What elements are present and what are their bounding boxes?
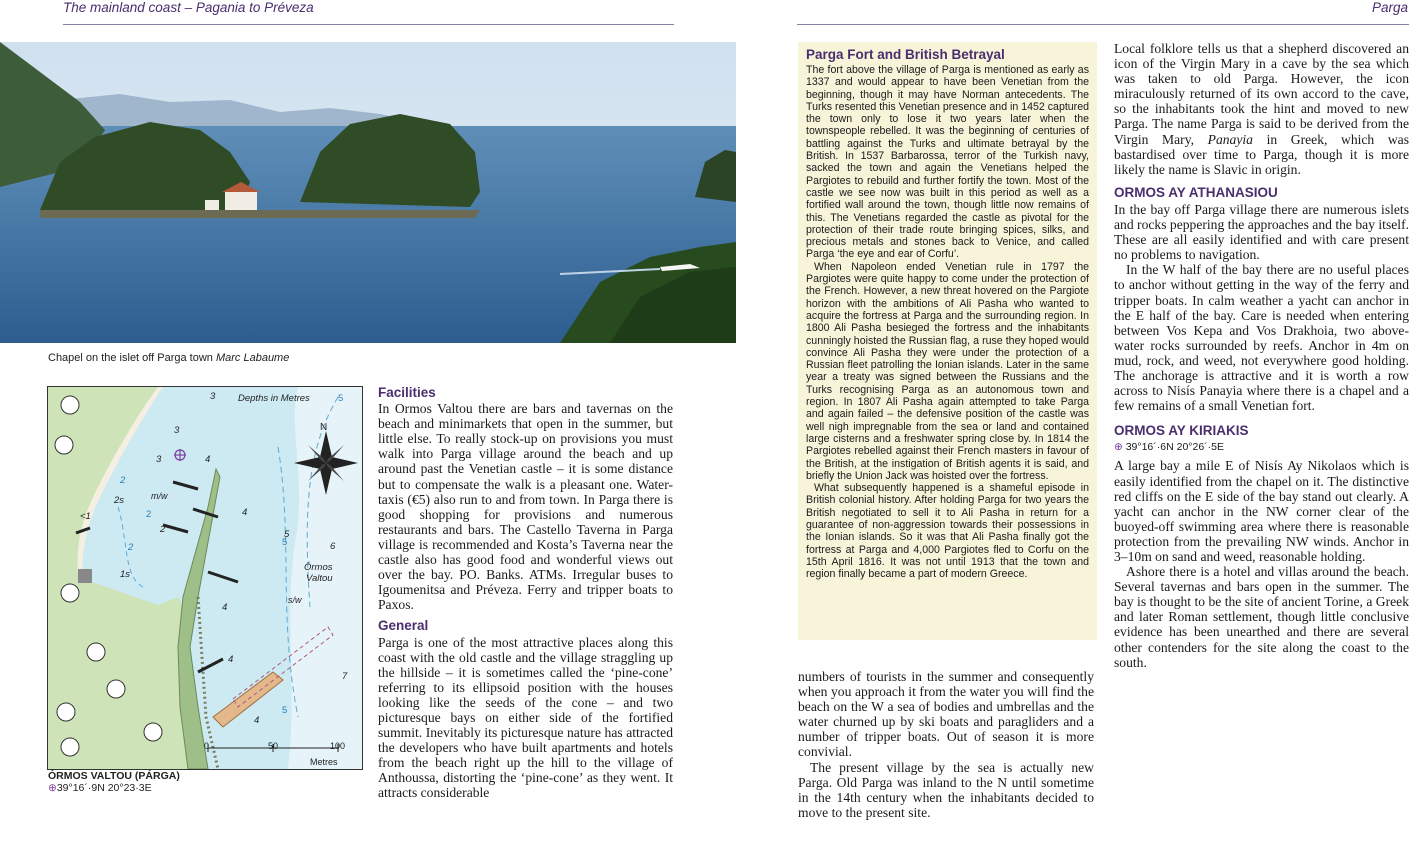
- map-contour: 5: [282, 537, 288, 548]
- heading-ormos-ay-kiriakis: ORMOS AY KIRIAKIS: [1114, 423, 1249, 439]
- box-text: [806, 64, 1089, 580]
- box-title: Parga Fort and British Betrayal: [806, 47, 1005, 62]
- photo-parga-islet: [0, 42, 736, 343]
- header-rule-left: [63, 24, 674, 25]
- intro-italic: Panayia: [1207, 131, 1253, 147]
- athanasiou-paragraph: In the W half of the bay there are no useful places to anchor without getting in the way of the ferry and tripper boats. In calm weather a yacht can anchor in the E half of the bay. Care is needed when entering between Vos Kepa and Vos Drakhoia, two above-water rocks surrounded by reefs. Anchor in 4m on mud, rock, and weed, not everywhere good holding. The anchorage is attractive and it is worth a row across to Nisís Panayia where there is a chapel and a few remains of a small Venetian fort.: [1114, 262, 1409, 414]
- map-depth: <1: [80, 511, 91, 522]
- map-depth: 4: [222, 602, 228, 613]
- map-depth: 2: [128, 542, 134, 553]
- general-heading: General: [378, 618, 429, 634]
- map-depth: 5: [284, 529, 290, 540]
- caption-text: Chapel on the islet off Parga town: [48, 352, 216, 364]
- map-depth: 6: [330, 541, 336, 552]
- map-mw-label: m/w: [151, 491, 168, 501]
- col3-paragraph: The present village by the sea is actually new Parga. Old Parga was inland to the N until sometime in the 14th century when the inhabitants decided to move to the present site.: [798, 759, 1094, 820]
- facilities-heading: Facilities: [378, 385, 436, 400]
- intro-text: in Greek, which was bastardised over time to Parga, though it is more likely the name is Slavic in origin.: [1114, 131, 1409, 177]
- waypoint-icon: ⊕: [1114, 441, 1126, 454]
- running-head-right: Parga: [1371, 0, 1408, 15]
- map-coords-row: [48, 782, 180, 794]
- column-facilities-general: [378, 385, 673, 801]
- box-paragraph: What subsequently happened is a shameful episode in British colonial history. After holding Parga for two years the British negotiated to sell it to Ali Pasha in return for a guarantee of non-aggression towards their possessions in the Ionian islands. So it was that Ali Pasha finally got the fortress at Parga and 4,000 Pargiotes fled to Corfu on the 15th April 1816. It was not until 1913 that the town and region finally became a part of modern Greece.: [806, 482, 1089, 581]
- athanasiou-paragraph: In the bay off Parga village there are numerous islets and rocks peppering the approaches and the bay itself. These are all easily identified and with care present no problems to navigation.: [1114, 201, 1409, 263]
- map-depth: 4: [228, 654, 234, 665]
- map-scale-0: 0: [204, 741, 210, 751]
- box-paragraph: When Napoleon ended Venetian rule in 1797 the Pargiotes were quite happy to come under the protection of the French. However, a new threat hovered on the Pargiote horizon with the ambitions of Ali Pasha who wanted to acquire the fortress at Parga and the surrounding region. In 1800 Ali Pasha besieged the fortress and the inhabitants cunningly hoisted the Russian flag, a ruse they hoped would convince Ali Pasha they were under the protection of a Russian fleet patrolling the Ionian islands. Later in the same year a treaty was signed between the Russians and the Turks recognising Parga as an autonomous town and region. In 1807 Ali Pasha again attempted to take Parga and again failed – the defensive position of the castle was well nigh impregnable from the sea or land and contained large cisterns and a freshwater spring close by. In 1814 the Pargiotes rebelled against their French masters in favour of the British, at the instigation of British agents it is said, and briefly the Union Jack was hoisted over the fortress.: [806, 260, 1089, 482]
- map-depth: 1s: [120, 569, 131, 580]
- map-place-label-1: Órmos: [304, 562, 333, 573]
- map-depth: 2s: [114, 495, 125, 506]
- map-depths-label: Depths in Metres: [238, 393, 310, 404]
- map-contour: 5: [338, 393, 344, 404]
- intro-text: Local folklore tells us that a shepherd discovered an icon of the Virgin Mary in a cave by the sea which was taken to old Parga. However, the icon miraculously returned of its own accord to the cave, so the inhabitants took the hint and moved to new Parga. The name Parga is said to be derived from the Virgin Mary,: [1114, 41, 1409, 147]
- kiriakis-coords: 39°16´·6N 20°26´·5E: [1125, 441, 1225, 454]
- kiriakis-coords-row: [1114, 440, 1409, 455]
- map-caption: [48, 770, 180, 794]
- map-depth: 4: [254, 715, 260, 726]
- map-north-label: N: [320, 422, 328, 433]
- map-contour: 2: [146, 509, 152, 520]
- map-scale-100: 100: [330, 741, 346, 751]
- header-rule-right: [797, 24, 1409, 25]
- col3-paragraph: numbers of tourists in the summer and consequently when you approach it from the water you will find the beach on the W a sea of bodies and umbrellas and the water churned up by ski boats and paragliders and a number of tripper boats. Out of season it is more convivial.: [798, 669, 1094, 760]
- map-depth: 3: [174, 425, 180, 436]
- sidebar-box-parga-fort: [798, 42, 1097, 640]
- map-depth: 7: [342, 671, 348, 682]
- waypoint-icon: ⊕: [48, 782, 57, 794]
- general-text: Parga is one of the most attractive places along this coast with the old castle and the village straggling up the hillside – it is sometimes called the ‘pine-cone’ referring to its ellipsoid position with the houses looking like the seeds of the cone – and two picturesque bays on either side of the fortified summit. Inevitably its picturesque nature has attracted the developers who have built apartments and hotels from the beach right up the hill to the village of Anthoussa, distorting the ‘pine-cone’ as they went. It attracts considerable: [378, 634, 673, 801]
- heading-ormos-ay-athanasiou: ORMOS AY ATHANASIOU: [1114, 184, 1278, 200]
- map-contour: 5: [282, 705, 288, 716]
- map-coords: 39°16´·9N 20°23·3E: [56, 782, 152, 794]
- map-depth: 4: [242, 507, 248, 518]
- map-depth: 2: [120, 475, 126, 486]
- column-4-text: [1114, 41, 1409, 670]
- photo-caption: [48, 352, 289, 364]
- harbour-plan-ormos-valtou: [47, 386, 363, 770]
- map-scale-50: 50: [268, 741, 279, 751]
- map-place-label-2: Valtou: [306, 573, 333, 584]
- kiriakis-paragraph: A large bay a mile E of Nisís Ay Nikolaos which is easily identified from the chapel on it. The distinctive red cliffs on the E side of the bay stand out clearly. A yacht can anchor in the NW corner clear of the buoyed-off swimming area where there is reasonable protection from the prevailing NW winds. Anchor in 3–10m on sand and weed, reasonable holding.: [1114, 458, 1409, 564]
- map-depth: 4: [205, 454, 211, 465]
- caption-credit: Marc Labaume: [215, 352, 290, 364]
- map-title: ÓRMOS VALTOU (PÁRGA): [48, 770, 180, 782]
- column-3-text: [798, 669, 1094, 820]
- map-sw-label: s/w: [288, 595, 302, 605]
- map-scale-unit: Metres: [310, 757, 338, 767]
- running-head-left: The mainland coast – Pagania to Préveza: [63, 0, 314, 15]
- map-depth: 2: [160, 524, 166, 535]
- kiriakis-paragraph: Ashore there is a hotel and villas around the beach. Several tavernas and bars open in the summer. The bay is thought to be the site of ancient Torine, a Greek and later Roman settlement, though little conclusive evidence has been unearthed and there are several other contenders for the site along the coast to the south.: [1114, 564, 1409, 670]
- map-depth: 3: [210, 391, 216, 402]
- box-paragraph: The fort above the village of Parga is mentioned as early as 1337 and would appear to have been Venetian from the beginning, though it may have Norman antecedents. The Turks resented this Venetian presence and in 1452 captured the town only to lose it two years later when the townspeople rebelled. It was the beginning of centuries of battling against the Turks and ultimate betrayal by the British. In 1537 Barbarossa, terror of the Turkish navy, sacked the town and again the Venetians helped the Pargiotes to rebuild and further fortify the town. Most of the castle we see now was built in this period as well as a fortified wall around the town, though little now remains of this. The Venetians regarded the castle as pivotal for the protection of their trade route bringing spices, silks, and precious metals and stones back to Venice, and called Parga ‘the eye and ear of Corfu’.: [806, 64, 1089, 261]
- facilities-text: In Ormos Valtou there are bars and tavernas on the beach and minimarkets that open in the summer, but little else. To really stock-up on provisions you must walk into Parga village around the beach and up around past the Venetian castle – it is some distance but to compensate the walk is a pleasant one. Water-taxis (€5) also run to and from town. In Parga there is good shopping for provisions and numerous restaurants and bars. The Castello Taverna in Parga village is recommended and Kosta’s Taverna near the castle also has good food and wonderful views out over the bay. PO. Banks. ATMs. Irregular buses to Igoumenitsa and Préveza. Ferry and tripper boats to Paxos.: [378, 401, 673, 613]
- col4-intro: [1114, 41, 1409, 177]
- map-depth: 3: [156, 454, 162, 465]
